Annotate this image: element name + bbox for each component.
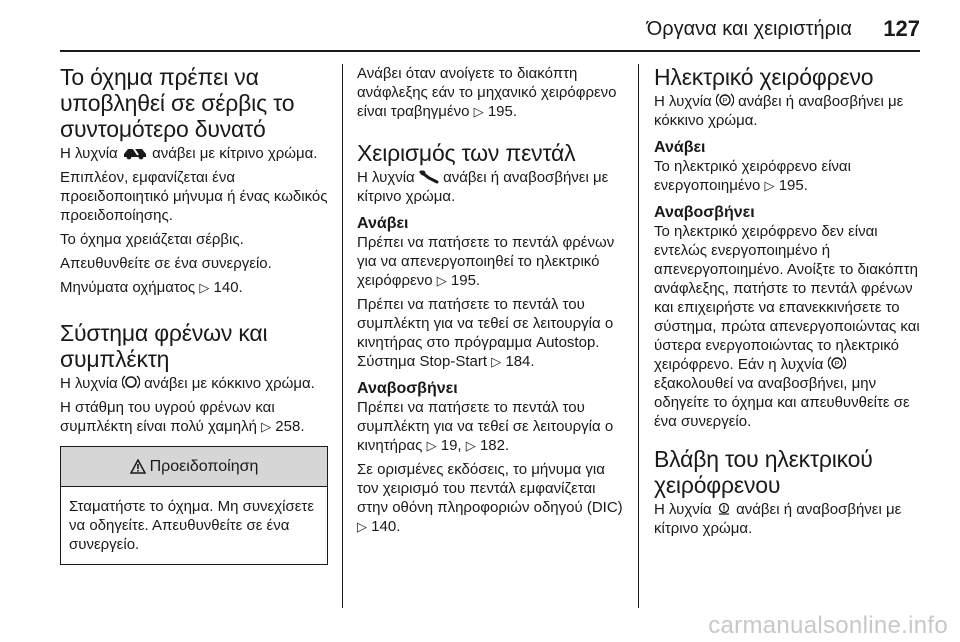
page-reference[interactable]: 19, (440, 437, 462, 454)
page-header (0, 0, 960, 52)
section-title-service: Το όχημα πρέπει να υποβληθεί σε σέρβις το συντομότερο δυνατό (60, 64, 295, 142)
text: Πρέπει να πατήσετε το πεντάλ του συμπλέκτη για να τεθεί σε λειτουργία ο κινητήρας (357, 399, 614, 454)
spacer (60, 302, 328, 320)
page-reference[interactable]: 195. (487, 103, 518, 120)
paragraph (357, 295, 625, 371)
page-number: 127 (883, 16, 920, 41)
paragraph (60, 374, 328, 393)
triangle-ref-icon: ▷ (473, 104, 484, 119)
column-left (60, 64, 328, 565)
column-divider (342, 64, 343, 608)
triangle-ref-icon: ▷ (764, 178, 775, 193)
triangle-ref-icon: ▷ (491, 354, 502, 369)
warning-box (60, 446, 328, 565)
foot-pedal-icon (419, 170, 439, 184)
paragraph (357, 168, 625, 206)
text: Πρέπει να πατήσετε το πεντάλ του συμπλέκτη για να τεθεί σε λειτουργία ο κινητήρας στο πρόγραμμα Autostop. Σύστημα Stop-Start (357, 296, 614, 370)
parking-brake-icon (828, 355, 846, 371)
spacer (357, 126, 625, 140)
triangle-ref-icon: ▷ (199, 280, 210, 295)
subsection-title: Αναβοσβήνει (654, 204, 755, 221)
paragraph (654, 222, 922, 431)
section-title-electric-brake: Ηλεκτρικό χειρόφρενο (654, 64, 874, 90)
text: Η λυχνία (654, 501, 712, 518)
page-reference[interactable]: 182. (479, 437, 510, 454)
warning-title: Προειδοποίηση (149, 457, 259, 475)
text: ανάβει με κίτρινο χρώμα. (152, 145, 318, 162)
subsection-title: Ανάβει (654, 139, 706, 156)
spacer (654, 436, 922, 446)
page-reference[interactable]: 195. (778, 177, 808, 194)
text: Η λυχνία (357, 169, 415, 186)
text: Το ηλεκτρικό χειρόφρενο δεν είναι εντελώς ενεργοποιημένο ή απενεργοποιημένο. Ανοίξτε το διακόπτη ανάφλεξης, πατήστε το πεντάλ φρένων και επιχειρήστε να επανεκκινήσετε το σύστημα, πρώτα απενεργοποιώντας και ύστερα ενεργοποιώντας το ηλεκτρικό χειρόφρενο. Εάν η λυχνία (654, 223, 920, 373)
warning-text: Σταματήστε το όχημα. Μη συνεχίσετε να οδηγείτε. Απευθυνθείτε σε ένα συνεργείο. (69, 498, 315, 553)
paragraph (357, 460, 625, 536)
triangle-ref-icon: ▷ (436, 273, 447, 288)
text: Ανάβει όταν ανοίγετε το διακόπτη ανάφλεξης εάν το μηχανικό χειρόφρενο είναι τραβηγμένο (357, 65, 617, 120)
triangle-ref-icon: ▷ (465, 438, 476, 453)
section-title-brake: Σύστημα φρένων και συμπλέκτη (60, 320, 268, 372)
page-reference[interactable]: 140. (213, 279, 243, 296)
paragraph (60, 398, 328, 436)
section-title-pedals: Χειρισμός των πεντάλ (357, 140, 576, 166)
page-reference[interactable]: 184. (505, 353, 535, 370)
page-reference[interactable]: 195. (450, 272, 481, 289)
paragraph (357, 398, 625, 455)
text: Πρέπει να πατήσετε το πεντάλ φρένων για να απενεργοποιηθεί το ηλεκτρικό χειρόφρενο (357, 234, 615, 289)
parking-brake-fault-icon (716, 501, 732, 516)
page-reference[interactable]: 258. (275, 418, 305, 435)
text: Η λυχνία (60, 145, 118, 162)
subsection-title: Αναβοσβήνει (357, 380, 458, 397)
paragraph: Απευθυνθείτε σε ένα συνεργείο. (60, 255, 272, 272)
page-reference[interactable]: 140. (371, 518, 401, 535)
text: Η στάθμη του υγρού φρένων και συμπλέκτη είναι πολύ χαμηλή (60, 399, 275, 435)
text: Το ηλεκτρικό χειρόφρενο είναι ενεργοποιημένο (654, 158, 851, 194)
paragraph (357, 64, 625, 121)
triangle-ref-icon: ▷ (426, 438, 437, 453)
watermark: carmanualsonline.info (708, 612, 948, 639)
text: ανάβει ή αναβοσβήνει με κίτρινο χρώμα. (654, 501, 902, 537)
text: ανάβει ή αναβοσβήνει με κόκκινο χρώμα. (654, 93, 904, 129)
paragraph (654, 500, 922, 538)
text: Μηνύματα οχήματος (60, 279, 196, 296)
header-rule (60, 50, 920, 52)
wrench-car-icon (122, 145, 148, 160)
paragraph (60, 144, 328, 163)
paragraph (357, 233, 625, 290)
brake-circle-icon (122, 374, 140, 390)
column-divider (638, 64, 639, 608)
text: Η λυχνία (654, 93, 712, 110)
subsection-title: Ανάβει (357, 215, 409, 232)
text: ανάβει με κόκκινο χρώμα. (144, 375, 315, 392)
section-title-electric-brake-fault: Βλάβη του ηλεκτρικού χειρόφρενου (654, 446, 873, 498)
text: Σε ορισμένες εκδόσεις, το μήνυμα για τον χειρισμό του πεντάλ εμφανίζεται στην οθόνη πληροφοριών οδηγού (DIC) (357, 461, 623, 516)
paragraph (654, 92, 922, 130)
paragraph: Επιπλέον, εμφανίζεται ένα προειδοποιητικό μήνυμα ή ένας κωδικός προειδοποίησης. (60, 169, 328, 224)
svg-text:P: P (722, 98, 728, 105)
triangle-ref-icon: ▷ (261, 419, 272, 434)
text: Η λυχνία (60, 375, 118, 392)
warning-header (61, 447, 327, 487)
text: εξακολουθεί να αναβοσβήνει, μην οδηγείτε το όχημα και απευθυνθείτε σε ένα συνεργείο. (654, 375, 910, 430)
paragraph (654, 157, 922, 195)
triangle-ref-icon: ▷ (357, 519, 367, 534)
column-right (654, 64, 922, 543)
parking-brake-icon (716, 92, 734, 108)
paragraph: Το όχημα χρειάζεται σέρβις. (60, 231, 244, 248)
paragraph (60, 278, 328, 297)
text: ανάβει ή αναβοσβήνει με κίτρινο χρώμα. (357, 169, 609, 205)
warning-triangle-icon (130, 459, 146, 474)
svg-text:P: P (834, 361, 839, 368)
column-middle (357, 64, 625, 541)
header-title: Όργανα και χειριστήρια (646, 18, 852, 40)
